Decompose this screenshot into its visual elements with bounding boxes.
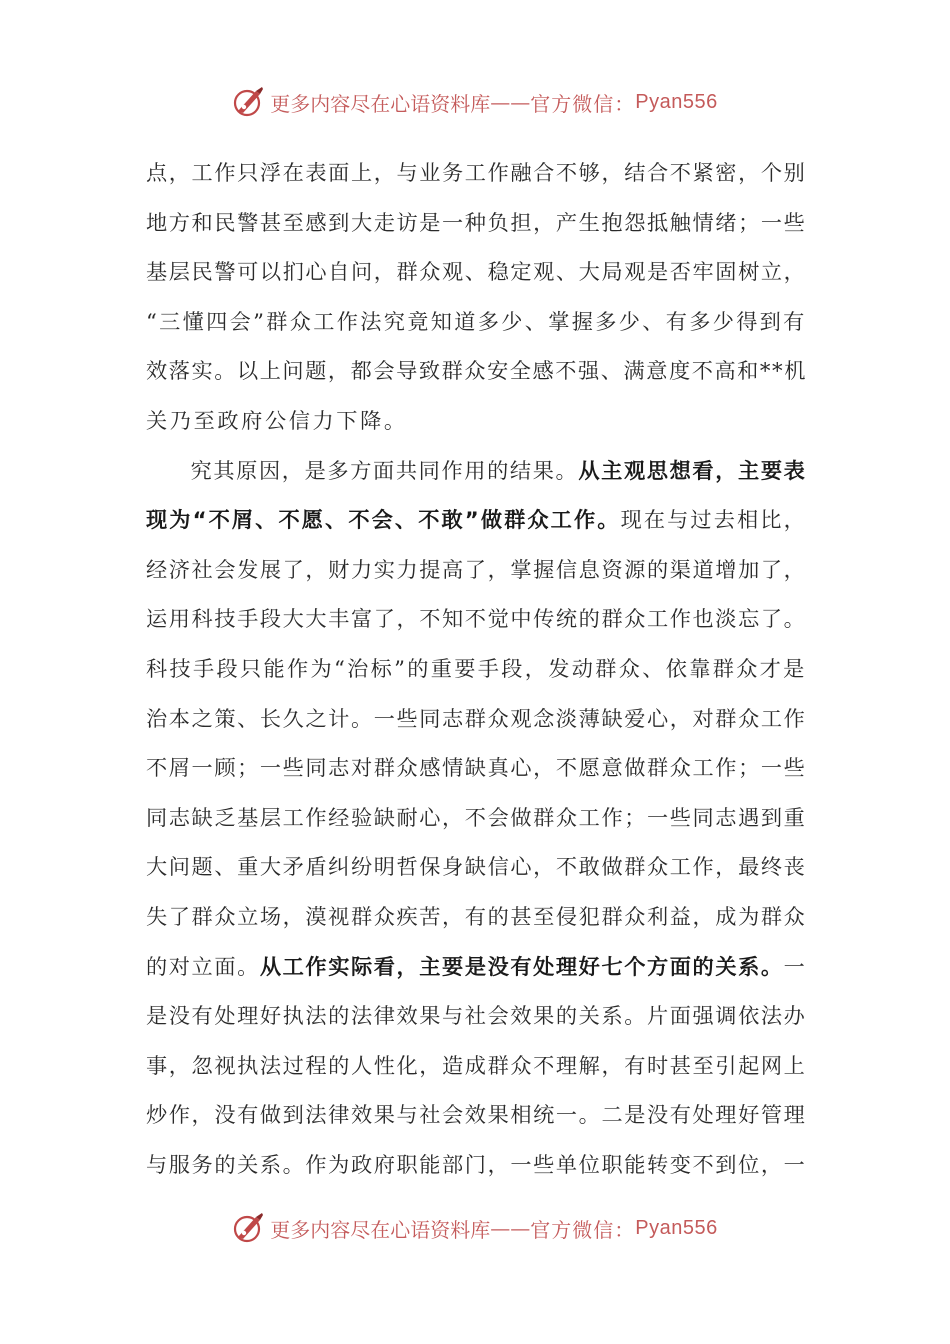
bold-text-segment: 现为“不屑、不愿、不会、不敢”做群众工作。: [146, 507, 621, 533]
text-line: [146, 694, 808, 744]
text-segment: 与服务的关系。作为政府职能部门，一些单位职能转变不到位，一: [146, 1151, 807, 1177]
text-segment: 效落实。以上问题，都会导致群众安全感不强、满意度不高和**机: [146, 358, 807, 384]
banner-brand-text: 更多内容尽在心语资料库: [270, 91, 491, 116]
document-body: [146, 148, 808, 1189]
text-segment: 基层民警可以扪心自问，群众观、稳定观、大局观是否牢固树立，: [146, 259, 807, 285]
banner-dash: ——: [490, 1216, 531, 1240]
text-segment: 现在与过去相比，: [620, 507, 807, 533]
pen-logo-icon: [232, 85, 266, 119]
text-line: [146, 743, 808, 793]
text-segment: 事，忽视执法过程的人性化，造成群众不理解，有时甚至引起网上: [146, 1052, 807, 1078]
text-line: [146, 495, 808, 545]
text-line: [146, 842, 808, 892]
text-segment: 一: [783, 953, 807, 979]
text-line: [146, 446, 808, 496]
text-line: [146, 1140, 808, 1190]
text-line: [146, 892, 808, 942]
text-segment: 科技手段只能作为“治标”的重要手段，发动群众、依靠群众才是: [146, 655, 807, 681]
text-segment: 点，工作只浮在表面上，与业务工作融合不够，结合不紧密，个别: [146, 160, 807, 185]
text-line: [146, 198, 808, 248]
text-line: [146, 545, 808, 595]
text-segment: 失了群众立场，漠视群众疾苦，有的甚至侵犯群众利益，成为群众: [146, 903, 807, 929]
text-segment: 地方和民警甚至感到大走访是一种负担，产生抱怨抵触情绪；一些: [146, 209, 807, 235]
footer-watermark-banner: [0, 1208, 950, 1248]
text-line: [146, 297, 808, 347]
text-segment: “三懂四会”群众工作法究竟知道多少、掌握多少、有多少得到有: [146, 308, 807, 334]
text-line: [146, 346, 808, 396]
text-segment: 大问题、重大矛盾纠纷明哲保身缺信心，不敢做群众工作，最终丧: [146, 854, 807, 880]
banner-wechat-id: Pyan556: [635, 1216, 718, 1239]
text-line: [146, 396, 808, 446]
text-line: [146, 942, 808, 992]
pen-logo-icon: [232, 1211, 266, 1245]
text-line: [146, 991, 808, 1041]
text-segment: 不屑一顾；一些同志对群众感情缺真心，不愿意做群众工作；一些: [146, 755, 807, 781]
text-line: [146, 1041, 808, 1091]
banner-dash: ——: [490, 90, 531, 114]
text-line: [146, 247, 808, 297]
text-segment: 的对立面。: [146, 953, 260, 979]
text-segment: 运用科技手段大大丰富了，不知不觉中传统的群众工作也淡忘了。: [146, 606, 807, 632]
text-segment: 经济社会发展了，财力实力提高了，掌握信息资源的渠道增加了，: [146, 556, 807, 582]
header-watermark-banner: [0, 82, 950, 122]
text-segment: 炒作，没有做到法律效果与社会效果相统一。二是没有处理好管理: [146, 1102, 807, 1128]
banner-brand-text: 更多内容尽在心语资料库: [270, 1217, 491, 1242]
text-segment: 治本之策、长久之计。一些同志群众观念淡薄缺爱心，对群众工作: [146, 705, 807, 731]
text-line: [146, 148, 808, 198]
text-line: [146, 594, 808, 644]
bold-text-segment: 从工作实际看，主要是没有处理好七个方面的关系。: [259, 953, 784, 979]
text-segment: 究其原因，是多方面共同作用的结果。: [190, 457, 579, 483]
banner-official-label: 官方微信：: [530, 91, 636, 116]
text-segment: 同志缺乏基层工作经验缺耐心，不会做群众工作；一些同志遇到重: [146, 804, 807, 830]
text-segment: 关乃至政府公信力下降。: [146, 407, 408, 433]
banner-official-label: 官方微信：: [530, 1217, 636, 1242]
text-segment: 是没有处理好执法的法律效果与社会效果的关系。片面强调依法办: [146, 1003, 807, 1029]
bold-text-segment: 从主观思想看，主要表: [578, 457, 807, 483]
text-line: [146, 644, 808, 694]
banner-wechat-id: Pyan556: [635, 90, 718, 113]
text-line: [146, 793, 808, 843]
text-line: [146, 1090, 808, 1140]
